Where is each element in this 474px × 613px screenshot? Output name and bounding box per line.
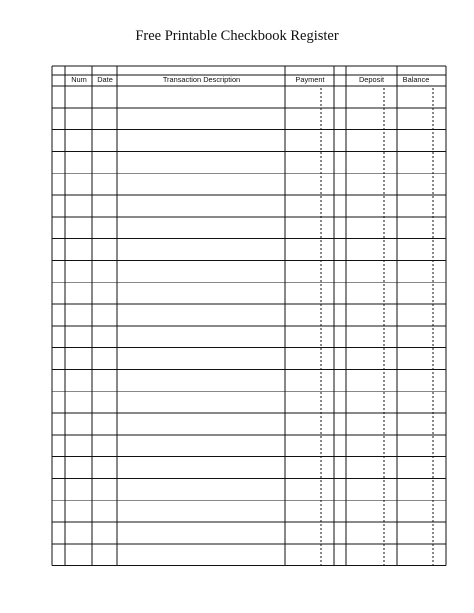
header-date: Date [97, 75, 113, 84]
page-title: Free Printable Checkbook Register [135, 28, 339, 44]
header-deposit: Deposit [358, 75, 385, 84]
header-balance: Balance [402, 75, 430, 84]
header-description: Transaction Description [162, 75, 241, 84]
header-payment: Payment [295, 75, 325, 84]
header-num: Num [71, 75, 87, 84]
